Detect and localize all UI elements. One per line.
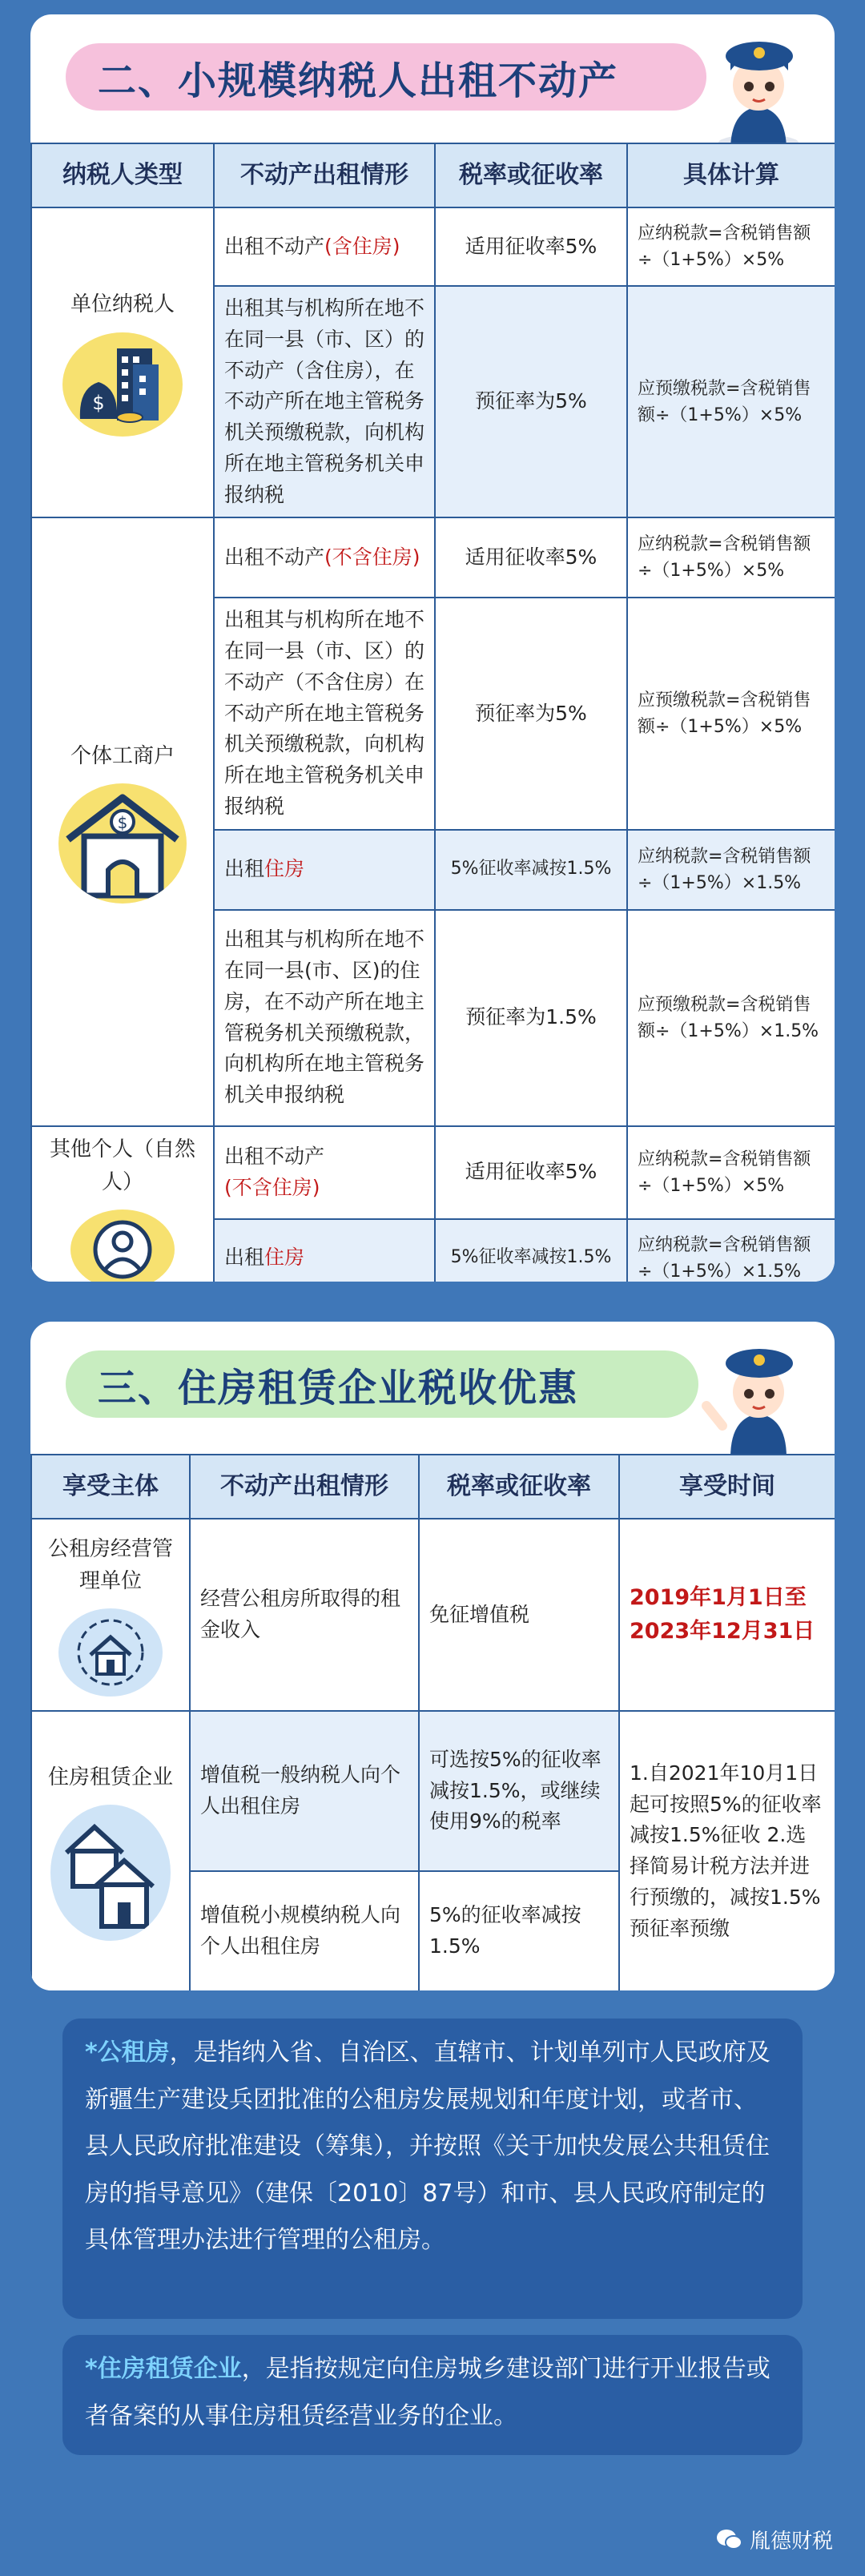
table-row [31,207,835,286]
rate-cell: 预征率为5% [435,286,627,517]
other-individual-cell [31,1126,214,1282]
person-icon [70,1210,175,1282]
rate-cell: 5%的征收率减按1.5% [419,1871,619,1990]
case-cell: 增值税一般纳税人向个人出租住房 [190,1711,419,1871]
individual-business-label: 个体工商户 [70,743,175,768]
calc-cell: 应纳税款=含税销售额÷（1+5%）×5% [627,1126,835,1219]
watermark-text: 胤德财税 [749,2530,833,2554]
case-cell: 出租不动产(不含住房) [214,517,435,598]
public-housing-cell [31,1519,190,1711]
time-cell: 2019年1月1日至2023年12月31日 [619,1519,835,1711]
section2-title: 二、小规模纳税人出租不动产 [66,43,706,111]
note-key: 住房租赁企业 [97,2355,242,2383]
case-cell: 出租其与机构所在地不在同一县（市、区）的不动产（含住房），在不动产所在地主管税务机关预缴税款，向机构所在地主管税务机关申报纳税 [214,286,435,517]
header-calc: 具体计算 [627,143,835,207]
section3-card [30,1322,835,1990]
rate-cell: 预征率为1.5% [435,910,627,1126]
table-header-row [31,143,835,207]
calc-cell: 应预缴税款=含税销售额÷（1+5%）×1.5% [627,910,835,1126]
table-header-row [31,1455,835,1519]
table-row [31,1519,835,1711]
section2-table [30,143,835,1282]
header-rate: 税率或征收率 [435,143,627,207]
rate-cell: 适用征收率5% [435,517,627,598]
table-row [31,1711,835,1871]
case-cell: 出租不动产(含住房) [214,207,435,286]
other-individual-label: 其他个人（自然人） [49,1137,195,1194]
header-rental-case: 不动产出租情形 [190,1455,419,1519]
public-housing-label: 公租房经营管理单位 [47,1536,173,1593]
header-subject: 享受主体 [31,1455,190,1519]
rate-cell: 适用征收率5% [435,207,627,286]
note-key: 公租房 [97,2039,170,2067]
watermark [716,2525,833,2554]
individual-business-cell [31,517,214,1125]
rate-cell: 适用征收率5% [435,1126,627,1219]
note-text: ，是指按规定向住房城乡建设部门进行开业报告或者备案的从事住房租赁经营业务的企业。 [85,2355,770,2430]
tax-officer-mascot-icon [698,1330,819,1458]
unit-taxpayer-cell [31,207,214,517]
calc-cell: 应纳税款=含税销售额÷（1+5%）×5% [627,517,835,598]
rate-cell: 免征增值税 [419,1519,619,1711]
table-row [31,517,835,598]
shop-house-icon [58,783,187,904]
rate-cell: 5%征收率减按1.5% [435,1219,627,1282]
calc-cell: 应纳税款=含税销售额÷（1+5%）×1.5% [627,1219,835,1282]
wechat-icon [716,2528,743,2552]
unit-taxpayer-label: 单位纳税人 [70,292,175,317]
calc-cell: 应预缴税款=含税销售额÷（1+5%）×5% [627,286,835,517]
case-cell: 增值税小规模纳税人向个人出租住房 [190,1871,419,1990]
time-cell: 1.自2021年10月1日起可按照5%的征收率减按1.5%征收 2.选择简易计税方法并进行预缴的，减按1.5%预征率预缴 [619,1711,835,1990]
rental-enterprise-cell [31,1711,190,1990]
header-rental-case: 不动产出租情形 [214,143,435,207]
rate-cell: 5%征收率减按1.5% [435,830,627,910]
note-text: ，是指纳入省、自治区、直辖市、计划单列市人民政府及新疆生产建设兵团批准的公租房发展规划和年度计划，或者市、县人民政府批准建设（筹集），并按照《关于加快发展公共租赁住房的指导意见》（建保〔2010〕87号）和市、县人民政府制定的具体管理办法进行管理的公租房。 [85,2039,770,2254]
section2-card [30,14,835,1282]
houses-icon [50,1805,171,1941]
header-time: 享受时间 [619,1455,835,1519]
header-rate: 税率或征收率 [419,1455,619,1519]
case-cell: 出租不动产 (不含住房) [214,1126,435,1219]
case-cell: 出租住房 [214,830,435,910]
case-cell: 经营公租房所取得的租金收入 [190,1519,419,1711]
svg-text:$: $ [92,391,105,414]
money-building-icon [62,332,183,437]
rate-cell: 可选按5%的征收率减按1.5%，或继续使用9%的税率 [419,1711,619,1871]
header-taxpayer-type: 纳税人类型 [31,143,214,207]
table-row [31,1126,835,1219]
note-public-housing: *公租房，是指纳入省、自治区、直辖市、计划单列市人民政府及新疆生产建设兵团批准的公租房发展规划和年度计划，或者市、县人民政府批准建设（筹集），并按照《关于加快发展公共租赁住房的指导意见》（建保〔2010〕87号）和市、县人民政府制定的具体管理办法进行管理的公租房。 [62,2019,803,2319]
svg-text:$: $ [117,813,128,833]
case-cell: 出租其与机构所在地不在同一县(市、区)的住房，在不动产所在地主管税务机关预缴税款，向机构所在地主管税务机关申报纳税 [214,910,435,1126]
section3-title: 三、住房租赁企业税收优惠 [66,1350,698,1418]
section3-table [30,1454,835,1990]
case-cell: 出租其与机构所在地不在同一县（市、区）的不动产（不含住房）在不动产所在地主管税务机关预缴税款，向机构所在地主管税务机关申报纳税 [214,598,435,829]
case-cell: 出租住房 [214,1219,435,1282]
rate-cell: 预征率为5% [435,598,627,829]
calc-cell: 应纳税款=含税销售额÷（1+5%）×1.5% [627,830,835,910]
note-rental-enterprise: *住房租赁企业，是指按规定向住房城乡建设部门进行开业报告或者备案的从事住房租赁经营业务的企业。 [62,2335,803,2455]
house-cycle-icon [58,1608,163,1697]
rental-enterprise-label: 住房租赁企业 [47,1765,173,1789]
calc-cell: 应纳税款=含税销售额÷（1+5%）×5% [627,207,835,286]
tax-officer-mascot-icon [698,22,819,151]
calc-cell: 应预缴税款=含税销售额÷（1+5%）×5% [627,598,835,829]
